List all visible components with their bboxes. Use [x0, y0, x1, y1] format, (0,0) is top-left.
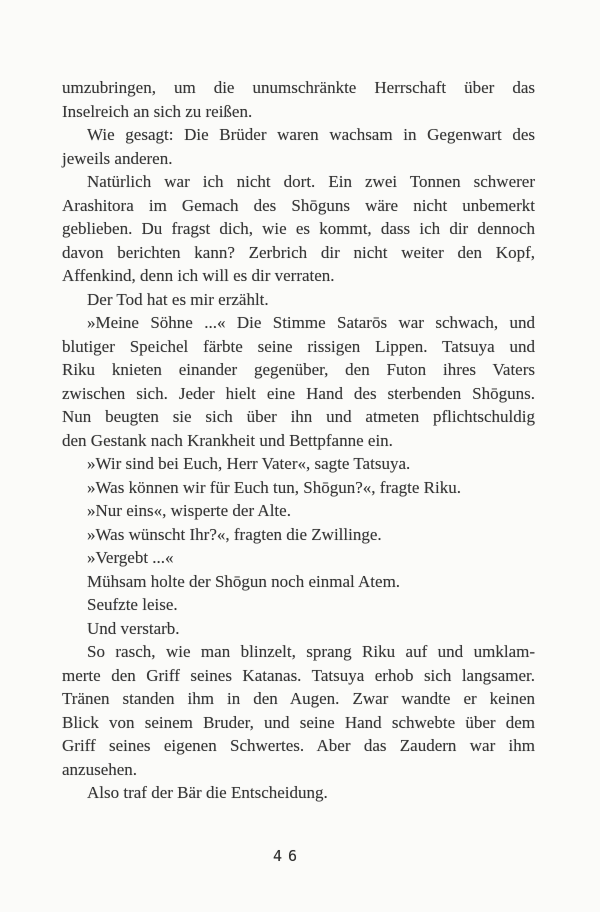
text-line: Blick von seinem Bruder, und seine Hand schwebte über dem [62, 712, 535, 732]
text-line: Inselreich an sich zu reißen. [62, 101, 253, 121]
text-line: »Wir sind bei Euch, Herr Vater«, sagte Tatsuya. [87, 454, 411, 473]
text-line: Wie gesagt: Die Brüder waren wachsam in Gegenwart des [87, 125, 535, 144]
text-line: Natürlich war ich nicht dort. Ein zwei Tonnen schwerer [87, 172, 535, 191]
paragraph [62, 523, 535, 547]
text-line: davon berichten kann? Zerbrich dir nicht weiter den Kopf, [62, 242, 535, 262]
paragraph [62, 452, 535, 476]
text-line: geblieben. Du fragst dich, wie es kommt, dass ich dir dennoch [62, 219, 535, 238]
text-line: »Was wünscht Ihr?«, fragten die Zwillinge. [87, 524, 382, 544]
text-line: Der Tod hat es mir erzählt. [87, 289, 269, 309]
text-line: blutiger Speichel färbte seine rissigen Lippen. Tatsuya und [62, 336, 535, 356]
page-number: 46 [272, 847, 304, 865]
text-line: »Nur eins«, wisperte der Alte. [87, 501, 291, 520]
text-line: Affenkind, denn ich will es dir verraten. [62, 266, 335, 285]
paragraph [62, 76, 535, 123]
paragraph [62, 570, 535, 594]
paragraph [62, 123, 535, 170]
text-line: Griff seines eigenen Schwertes. Aber das Zaudern war ihm [62, 736, 535, 755]
text-line: »Meine Söhne ...« Die Stimme Satarōs war schwach, und [87, 313, 535, 332]
text-line: Und verstarb. [87, 618, 180, 638]
text-line: jeweils anderen. [62, 148, 173, 168]
text-line: zwischen sich. Jeder hielt eine Hand des sterbenden Shōguns. [62, 383, 535, 403]
text-line: Tränen standen ihm in den Augen. Zwar wandte er keinen [62, 689, 535, 708]
text-line: Arashitora im Gemach des Shōguns wäre nicht unbemerkt [62, 195, 535, 215]
text-line: Riku knieten einander gegenüber, den Futon ihres Vaters [62, 360, 535, 379]
text-line: anzusehen. [62, 759, 138, 779]
paragraph [62, 593, 535, 617]
paragraph [62, 499, 535, 523]
paragraph [62, 546, 535, 570]
text-line: »Was können wir für Euch tun, Shōgun?«, fragte Riku. [87, 477, 461, 497]
paragraph [62, 170, 535, 288]
paragraph [62, 476, 535, 500]
paragraph [62, 617, 535, 641]
text-line: den Gestank nach Krankheit und Bettpfanne ein. [62, 430, 393, 450]
text-line: So rasch, wie man blinzelt, sprang Riku auf und umklam- [87, 642, 535, 661]
text-line: Seufzte leise. [87, 595, 178, 614]
paragraph [62, 288, 535, 312]
paragraph [62, 640, 535, 781]
page-text [62, 76, 535, 805]
paragraph [62, 311, 535, 452]
text-line: umzubringen, um die unumschränkte Herrschaft über das [62, 78, 535, 97]
text-line: »Vergebt ...« [87, 548, 174, 567]
text-line: merte den Griff seines Katanas. Tatsuya erhob sich langsamer. [62, 665, 535, 685]
paragraph [62, 781, 535, 805]
text-line: Nun beugten sie sich über ihn und atmeten pflichtschuldig [62, 407, 535, 426]
text-line: Mühsam holte der Shōgun noch einmal Atem. [87, 571, 401, 591]
text-line: Also traf der Bär die Entscheidung. [87, 783, 328, 802]
